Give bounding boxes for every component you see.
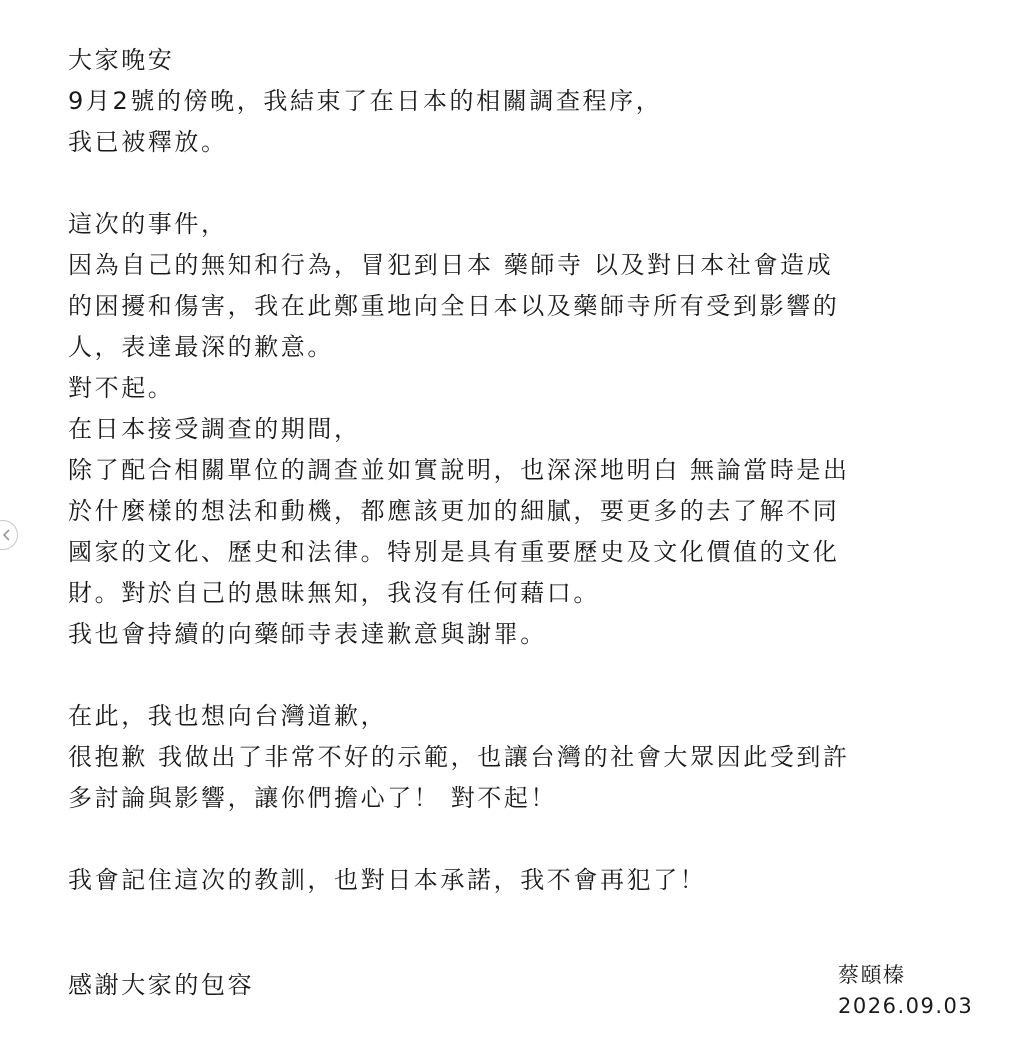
letter-line: 人，表達最深的歉意。 — [68, 333, 334, 361]
signature-name: 蔡頤榛 — [838, 963, 906, 987]
letter-line: 9月2號的傍晚，我結束了在日本的相關調查程序， — [68, 87, 663, 115]
letter-line: 在此，我也想向台灣道歉， — [68, 702, 388, 730]
paragraph-gap — [68, 819, 958, 860]
letter-greeting: 大家晚安 — [68, 46, 175, 74]
letter-line: 財。對於自己的愚昧無知，我沒有任何藉口。 — [68, 579, 600, 607]
chevron-left-icon — [2, 529, 11, 541]
paragraph-gap — [68, 163, 958, 204]
letter-line: 對不起。 — [68, 374, 175, 402]
letter-line: 於什麼樣的想法和動機，都應該更加的細膩，要更多的去了解不同 — [68, 497, 840, 525]
letter-line: 這次的事件， — [68, 210, 228, 238]
letter-line: 我已被釋放。 — [68, 128, 228, 156]
signature-block — [838, 960, 973, 1022]
letter-line: 我會記住這次的教訓，也對日本承諾，我不會再犯了！ — [68, 866, 707, 894]
letter-line: 的困擾和傷害，我在此鄭重地向全日本以及藥師寺所有受到影響的 — [68, 292, 840, 320]
carousel-prev-button[interactable] — [0, 520, 18, 550]
letter-line: 我也會持續的向藥師寺表達歉意與謝罪。 — [68, 620, 547, 648]
letter-line: 很抱歉 我做出了非常不好的示範，也讓台灣的社會大眾因此受到許 — [68, 743, 850, 771]
letter-line: 國家的文化、歷史和法律。特別是具有重要歷史及文化價值的文化 — [68, 538, 840, 566]
letter-body — [68, 40, 958, 901]
paragraph-gap — [68, 655, 958, 696]
signature-date: 2026.09.03 — [838, 994, 974, 1018]
letter-closing: 感謝大家的包容 — [68, 971, 255, 999]
letter-line: 多討論與影響，讓你們擔心了！ 對不起！ — [68, 784, 558, 812]
letter-line: 除了配合相關單位的調查並如實說明，也深深地明白 無論當時是出 — [68, 456, 850, 484]
letter-line: 在日本接受調查的期間， — [68, 415, 361, 443]
letter-line: 因為自己的無知和行為，冒犯到日本 藥師寺 以及對日本社會造成 — [68, 251, 834, 279]
